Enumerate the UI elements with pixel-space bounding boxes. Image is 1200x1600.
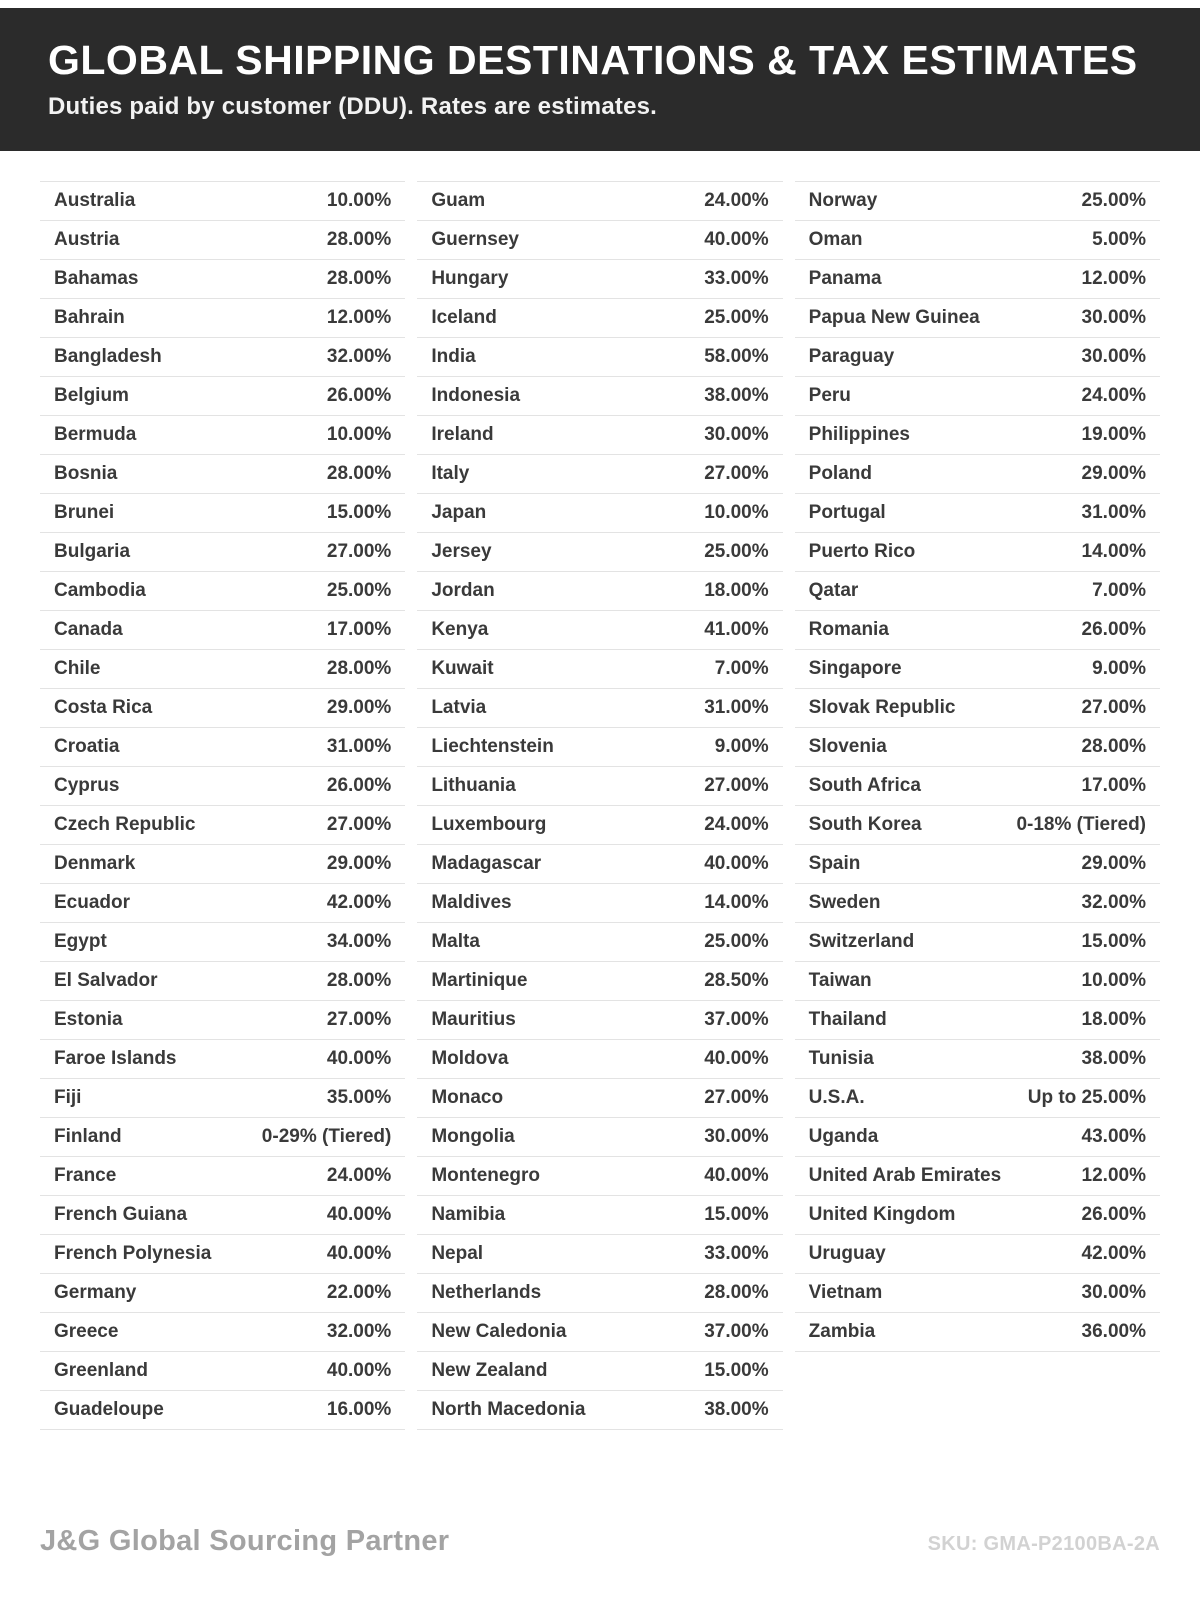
country-name: Lithuania <box>431 775 516 797</box>
tax-rate: 7.00% <box>714 658 769 680</box>
country-name: Latvia <box>431 697 487 719</box>
country-name: Mongolia <box>431 1126 515 1148</box>
table-row <box>40 221 405 260</box>
tax-rate: 17.00% <box>1081 775 1146 797</box>
tax-rate: 37.00% <box>704 1321 769 1343</box>
table-row <box>417 767 782 806</box>
tax-rate: 27.00% <box>326 1009 392 1031</box>
table-row <box>40 260 405 299</box>
tax-rate: 24.00% <box>326 1165 392 1187</box>
country-name: Martinique <box>431 970 528 992</box>
table-row <box>40 962 405 1001</box>
table-row <box>417 1235 782 1274</box>
tax-rate: 30.00% <box>1081 1282 1146 1304</box>
tax-rate: 58.00% <box>704 346 769 368</box>
table-row <box>417 1352 782 1391</box>
table-row <box>40 572 405 611</box>
country-name: Maldives <box>431 892 512 914</box>
table-row <box>417 1391 782 1430</box>
country-name: Madagascar <box>431 853 542 875</box>
table-row <box>40 650 405 689</box>
tax-rate: 28.00% <box>704 1282 769 1304</box>
country-name: Greece <box>54 1321 119 1343</box>
table-row <box>417 845 782 884</box>
tax-rate: 40.00% <box>326 1204 392 1226</box>
table-row <box>795 728 1160 767</box>
country-name: Romania <box>808 619 889 641</box>
table-row <box>40 1040 405 1079</box>
table-row <box>417 1313 782 1352</box>
country-name: Poland <box>808 463 872 485</box>
country-name: Paraguay <box>808 346 895 368</box>
table-row <box>417 1196 782 1235</box>
tax-rate: 41.00% <box>704 619 769 641</box>
country-name: Austria <box>54 229 120 251</box>
tax-rate: 40.00% <box>326 1048 392 1070</box>
page-subtitle: Duties paid by customer (DDU). Rates are estimates. <box>48 93 658 121</box>
tax-rate: 40.00% <box>704 853 769 875</box>
table-row <box>795 1040 1160 1079</box>
rates-column-1 <box>40 181 405 1430</box>
country-name: India <box>431 346 476 368</box>
country-name: Guadeloupe <box>54 1399 164 1421</box>
table-row <box>40 299 405 338</box>
country-name: Slovak Republic <box>808 697 956 719</box>
table-row <box>795 962 1160 1001</box>
country-name: Kuwait <box>431 658 494 680</box>
table-row <box>417 962 782 1001</box>
country-name: Sweden <box>808 892 881 914</box>
header-banner <box>0 8 1200 151</box>
table-row <box>40 1157 405 1196</box>
tax-rate: 37.00% <box>704 1009 769 1031</box>
tax-rate: 5.00% <box>1092 229 1146 251</box>
country-name: Cyprus <box>54 775 120 797</box>
footer <box>0 1495 1200 1600</box>
country-name: Australia <box>54 190 136 212</box>
tax-rate: 25.00% <box>326 580 392 602</box>
country-name: Indonesia <box>431 385 521 407</box>
tax-rate: 0-29% (Tiered) <box>261 1126 392 1148</box>
country-name: Bosnia <box>54 463 118 485</box>
table-row <box>795 884 1160 923</box>
country-name: Ireland <box>431 424 494 446</box>
country-name: Montenegro <box>431 1165 541 1187</box>
table-row <box>417 1040 782 1079</box>
table-row <box>417 728 782 767</box>
country-name: Luxembourg <box>431 814 547 836</box>
tax-rate: 26.00% <box>1081 619 1146 641</box>
tax-rate: 30.00% <box>704 424 769 446</box>
table-row <box>417 1157 782 1196</box>
table-row <box>795 1001 1160 1040</box>
table-row <box>795 845 1160 884</box>
country-name: Costa Rica <box>54 697 153 719</box>
table-row <box>40 455 405 494</box>
country-name: Slovenia <box>808 736 887 758</box>
country-name: Norway <box>808 190 878 212</box>
tax-rate: 33.00% <box>704 1243 769 1265</box>
tax-rate: 28.00% <box>326 658 392 680</box>
table-row <box>40 1313 405 1352</box>
country-name: Vietnam <box>808 1282 883 1304</box>
tax-rate: 26.00% <box>326 385 392 407</box>
tax-rate: 16.00% <box>326 1399 392 1421</box>
country-name: South Africa <box>808 775 921 797</box>
tax-rate: 7.00% <box>1092 580 1146 602</box>
table-row <box>417 884 782 923</box>
table-row <box>795 1313 1160 1352</box>
page-title: GLOBAL SHIPPING DESTINATIONS & TAX ESTIMATES <box>48 37 1138 83</box>
table-row <box>40 689 405 728</box>
table-row <box>40 494 405 533</box>
tax-rate: 12.00% <box>326 307 392 329</box>
tax-rate: 27.00% <box>704 1087 769 1109</box>
country-name: Thailand <box>808 1009 887 1031</box>
table-row <box>40 1118 405 1157</box>
tax-rate: 17.00% <box>326 619 392 641</box>
tax-rate: 9.00% <box>714 736 769 758</box>
tax-rate: 19.00% <box>1081 424 1146 446</box>
tax-rate: 30.00% <box>704 1126 769 1148</box>
country-name: Czech Republic <box>54 814 196 836</box>
table-row <box>40 1001 405 1040</box>
tax-rate: 18.00% <box>704 580 769 602</box>
tax-rate: 38.00% <box>704 385 769 407</box>
tax-rate: 38.00% <box>704 1399 769 1421</box>
table-row <box>40 1196 405 1235</box>
country-name: Guam <box>431 190 486 212</box>
tax-rate: 0-18% (Tiered) <box>1016 814 1146 836</box>
country-name: Egypt <box>54 931 107 953</box>
table-row <box>795 533 1160 572</box>
tax-rate: Up to 25.00% <box>1027 1087 1146 1109</box>
table-row <box>40 182 405 221</box>
tax-rate: 25.00% <box>704 541 769 563</box>
tax-rate: 29.00% <box>1081 853 1146 875</box>
table-row <box>417 416 782 455</box>
table-row <box>417 923 782 962</box>
country-name: Mauritius <box>431 1009 516 1031</box>
table-row <box>40 1391 405 1430</box>
table-row <box>795 689 1160 728</box>
tax-rate: 29.00% <box>1081 463 1146 485</box>
table-row <box>795 494 1160 533</box>
tax-rate: 10.00% <box>326 190 392 212</box>
tax-rate: 27.00% <box>326 541 392 563</box>
country-name: Malta <box>431 931 480 953</box>
tax-rate: 28.00% <box>326 970 392 992</box>
table-row <box>40 1274 405 1313</box>
table-row <box>417 494 782 533</box>
table-row <box>795 299 1160 338</box>
table-row <box>40 728 405 767</box>
tax-rate: 28.50% <box>704 970 769 992</box>
table-row <box>40 845 405 884</box>
table-row <box>795 1157 1160 1196</box>
tax-rate: 33.00% <box>704 268 769 290</box>
table-row <box>40 533 405 572</box>
tax-rate: 10.00% <box>704 502 769 524</box>
country-name: Hungary <box>431 268 509 290</box>
country-name: Panama <box>808 268 882 290</box>
country-name: Denmark <box>54 853 136 875</box>
country-name: Switzerland <box>808 931 915 953</box>
country-name: Jersey <box>431 541 492 563</box>
country-name: Croatia <box>54 736 120 758</box>
table-row <box>40 806 405 845</box>
table-row <box>40 923 405 962</box>
country-name: French Polynesia <box>54 1243 212 1265</box>
table-row <box>795 1079 1160 1118</box>
tax-rate: 27.00% <box>704 775 769 797</box>
table-row <box>40 377 405 416</box>
country-name: Kenya <box>431 619 489 641</box>
tax-rate: 40.00% <box>704 229 769 251</box>
tax-rate: 31.00% <box>326 736 392 758</box>
rates-column-2 <box>417 181 782 1430</box>
country-name: Bulgaria <box>54 541 131 563</box>
country-name: Portugal <box>808 502 886 524</box>
rates-column-3 <box>795 181 1160 1352</box>
table-row <box>417 221 782 260</box>
tax-rate: 34.00% <box>326 931 392 953</box>
table-row <box>795 611 1160 650</box>
country-name: Guernsey <box>431 229 519 251</box>
country-name: Cambodia <box>54 580 146 602</box>
country-name: Philippines <box>808 424 911 446</box>
table-row <box>417 1001 782 1040</box>
tax-rate: 28.00% <box>1081 736 1146 758</box>
table-row <box>795 455 1160 494</box>
table-row <box>417 299 782 338</box>
tax-rate: 12.00% <box>1081 268 1146 290</box>
table-row <box>417 611 782 650</box>
tax-rate: 32.00% <box>326 1321 392 1343</box>
country-name: Bermuda <box>54 424 137 446</box>
tax-rate: 10.00% <box>326 424 392 446</box>
table-row <box>795 923 1160 962</box>
tax-rate: 29.00% <box>326 853 392 875</box>
country-name: Tunisia <box>808 1048 874 1070</box>
table-row <box>40 1079 405 1118</box>
tax-rate: 31.00% <box>1081 502 1146 524</box>
tax-rate: 35.00% <box>326 1087 392 1109</box>
country-name: New Zealand <box>431 1360 548 1382</box>
tax-rate: 22.00% <box>326 1282 392 1304</box>
tax-rate: 28.00% <box>326 268 392 290</box>
tax-rate: 24.00% <box>704 190 769 212</box>
table-row <box>417 338 782 377</box>
tax-rate: 25.00% <box>1081 190 1146 212</box>
table-row <box>417 377 782 416</box>
table-row <box>795 416 1160 455</box>
tax-rate: 30.00% <box>1081 346 1146 368</box>
country-name: Puerto Rico <box>808 541 916 563</box>
tax-rate: 42.00% <box>326 892 392 914</box>
country-name: Uruguay <box>808 1243 886 1265</box>
table-row <box>417 260 782 299</box>
tax-rate: 18.00% <box>1081 1009 1146 1031</box>
tax-rate: 28.00% <box>326 463 392 485</box>
tax-rate: 12.00% <box>1081 1165 1146 1187</box>
country-name: Belgium <box>54 385 129 407</box>
table-row <box>417 1079 782 1118</box>
tax-rate: 36.00% <box>1081 1321 1146 1343</box>
country-name: Jordan <box>431 580 495 602</box>
tax-rate: 27.00% <box>1081 697 1146 719</box>
table-row <box>417 1118 782 1157</box>
tax-rate: 24.00% <box>704 814 769 836</box>
tax-rate: 28.00% <box>326 229 392 251</box>
table-row <box>417 1274 782 1313</box>
country-name: Estonia <box>54 1009 123 1031</box>
tax-rate: 42.00% <box>1081 1243 1146 1265</box>
tax-rate: 24.00% <box>1081 385 1146 407</box>
country-name: Ecuador <box>54 892 131 914</box>
table-row <box>795 338 1160 377</box>
country-name: Moldova <box>431 1048 509 1070</box>
country-name: Taiwan <box>808 970 872 992</box>
table-row <box>795 806 1160 845</box>
country-name: Singapore <box>808 658 902 680</box>
tax-rate: 14.00% <box>1081 541 1146 563</box>
table-row <box>40 767 405 806</box>
country-name: France <box>54 1165 117 1187</box>
country-name: Bahamas <box>54 268 139 290</box>
table-row <box>417 572 782 611</box>
country-name: Fiji <box>54 1087 82 1109</box>
table-row <box>417 650 782 689</box>
tax-rate: 15.00% <box>704 1360 769 1382</box>
table-row <box>417 182 782 221</box>
country-name: Namibia <box>431 1204 506 1226</box>
sku-label: SKU: GMA-P2100BA-2A <box>927 1533 1160 1555</box>
country-name: Greenland <box>54 1360 148 1382</box>
table-row <box>795 377 1160 416</box>
tax-rate: 15.00% <box>326 502 392 524</box>
table-row <box>417 533 782 572</box>
table-row <box>795 1196 1160 1235</box>
tax-rate: 40.00% <box>326 1360 392 1382</box>
country-name: Bangladesh <box>54 346 162 368</box>
tax-rate: 27.00% <box>704 463 769 485</box>
table-row <box>795 260 1160 299</box>
table-row <box>795 221 1160 260</box>
country-name: North Macedonia <box>431 1399 586 1421</box>
table-row <box>40 416 405 455</box>
tax-rate: 25.00% <box>704 307 769 329</box>
tax-rate: 27.00% <box>326 814 392 836</box>
tax-rate: 43.00% <box>1081 1126 1146 1148</box>
table-row <box>795 1235 1160 1274</box>
table-row <box>795 182 1160 221</box>
country-name: Iceland <box>431 307 497 329</box>
table-row <box>40 1352 405 1391</box>
table-row <box>795 1118 1160 1157</box>
tax-rate: 40.00% <box>704 1165 769 1187</box>
country-name: Finland <box>54 1126 122 1148</box>
table-row <box>417 806 782 845</box>
country-name: Zambia <box>808 1321 876 1343</box>
tax-rate: 31.00% <box>704 697 769 719</box>
country-name: United Arab Emirates <box>808 1165 1002 1187</box>
tax-rate: 9.00% <box>1092 658 1146 680</box>
country-name: Canada <box>54 619 123 641</box>
country-name: Spain <box>808 853 861 875</box>
tax-rate: 15.00% <box>704 1204 769 1226</box>
country-name: Bahrain <box>54 307 125 329</box>
country-name: Italy <box>431 463 470 485</box>
country-name: Monaco <box>431 1087 504 1109</box>
table-row <box>417 455 782 494</box>
country-name: Peru <box>808 385 851 407</box>
country-name: Nepal <box>431 1243 484 1265</box>
table-row <box>795 650 1160 689</box>
brand-name: J&G Global Sourcing Partner <box>40 1525 450 1557</box>
tax-rate: 32.00% <box>326 346 392 368</box>
table-row <box>795 767 1160 806</box>
country-name: El Salvador <box>54 970 158 992</box>
country-name: Chile <box>54 658 101 680</box>
table-row <box>40 338 405 377</box>
tax-rate: 40.00% <box>326 1243 392 1265</box>
rates-table <box>0 181 1200 1430</box>
country-name: Uganda <box>808 1126 879 1148</box>
tax-rate: 40.00% <box>704 1048 769 1070</box>
country-name: South Korea <box>808 814 922 836</box>
tax-rate: 14.00% <box>704 892 769 914</box>
country-name: Qatar <box>808 580 859 602</box>
country-name: Brunei <box>54 502 115 524</box>
table-row <box>795 1274 1160 1313</box>
country-name: French Guiana <box>54 1204 188 1226</box>
table-row <box>40 884 405 923</box>
tax-rate: 32.00% <box>1081 892 1146 914</box>
country-name: Japan <box>431 502 487 524</box>
tax-rate: 15.00% <box>1081 931 1146 953</box>
table-row <box>795 572 1160 611</box>
tax-rate: 25.00% <box>704 931 769 953</box>
tax-rate: 26.00% <box>1081 1204 1146 1226</box>
tax-rate: 38.00% <box>1081 1048 1146 1070</box>
tax-rate: 30.00% <box>1081 307 1146 329</box>
table-row <box>40 1235 405 1274</box>
country-name: Netherlands <box>431 1282 542 1304</box>
tax-rate: 10.00% <box>1081 970 1146 992</box>
country-name: United Kingdom <box>808 1204 956 1226</box>
table-row <box>417 689 782 728</box>
tax-rate: 26.00% <box>326 775 392 797</box>
country-name: U.S.A. <box>808 1087 865 1109</box>
country-name: Liechtenstein <box>431 736 554 758</box>
country-name: Faroe Islands <box>54 1048 177 1070</box>
country-name: Germany <box>54 1282 137 1304</box>
table-row <box>40 611 405 650</box>
country-name: New Caledonia <box>431 1321 567 1343</box>
country-name: Oman <box>808 229 863 251</box>
country-name: Papua New Guinea <box>808 307 980 329</box>
tax-rate: 29.00% <box>326 697 392 719</box>
